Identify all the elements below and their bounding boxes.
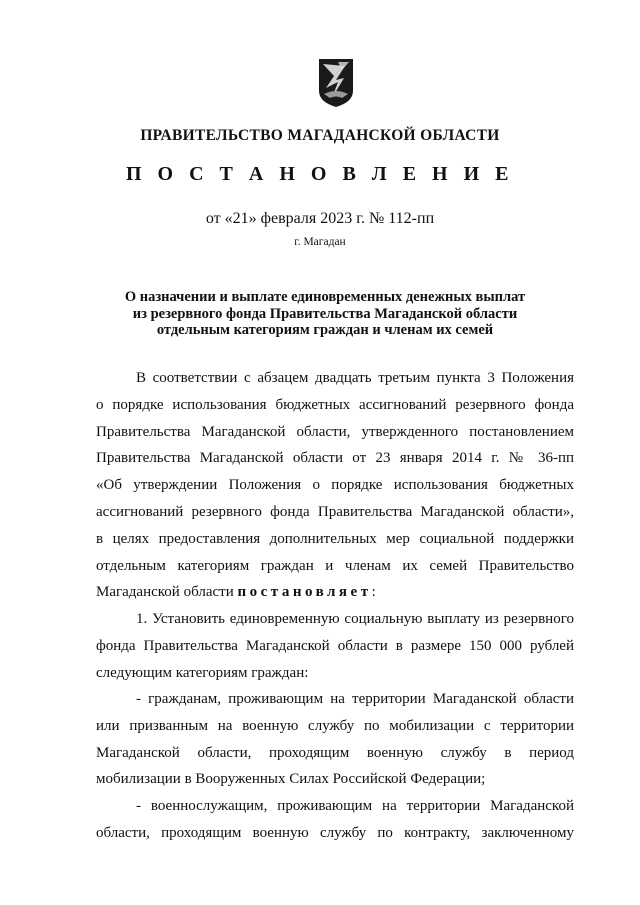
subject-line: О назначении и выплате единовременных денежных выплат (124, 289, 526, 305)
text-line: - военнослужащим, проживающим на территории Магаданской (136, 798, 574, 814)
text-line (96, 579, 574, 606)
text-line: следующим категориям граждан: (96, 664, 309, 681)
text-line: отдельным категориям граждан и членам их семей Правительство (96, 557, 574, 574)
document-date: от «21» февраля 2023 г. № 112-пп (205, 210, 435, 227)
bullet-2-paragraph (96, 793, 574, 847)
subject-line: отдельным категориям граждан и членам их семей (156, 322, 494, 338)
text-line: или призванным на военную службу по мобилизации с территории (96, 717, 574, 734)
document-type: П О С Т А Н О В Л Е Н И Е (126, 163, 514, 185)
document-place: г. Магадан (294, 236, 346, 248)
text-fragment: Магаданской области (96, 584, 238, 601)
text-line: Магаданской области, проходящим военную службу в период (96, 744, 574, 761)
text-line: «Об утверждении Положения о порядке использования бюджетных (96, 477, 574, 494)
text-line: о порядке использования бюджетных ассигнований резервного фонда (96, 396, 574, 413)
text-line: В соответствии с абзацем двадцать третьим пункта 3 Положения (136, 370, 574, 386)
document-subject (80, 289, 570, 339)
preamble-paragraph (96, 365, 574, 606)
item-1-paragraph (96, 606, 574, 686)
text-line: мобилизации в Вооруженных Силах Российской Федерации; (96, 771, 486, 788)
text-line: Правительства Магаданской области, утвержденного постановлением (96, 423, 574, 440)
text-line: области, проходящим военную службу по контракту, заключенному (96, 824, 574, 841)
text-line: Правительства Магаданской области от 23 января 2014 г. № 36-пп (96, 450, 574, 467)
text-line: - гражданам, проживающим на территории Магаданской области (136, 691, 574, 707)
text-line: ассигнований резервного фонда Правительства Магаданской области», (96, 503, 574, 520)
text-line: фонда Правительства Магаданской области в размере 150 000 рублей (96, 637, 574, 654)
decree-word: постановляет (237, 584, 372, 601)
coat-of-arms-icon (318, 58, 354, 108)
bullet-1-paragraph (96, 686, 574, 793)
text-line: в целях предоставления дополнительных мер социальной поддержки (96, 530, 574, 547)
subject-line: из резервного фонда Правительства Магаданской области (132, 305, 518, 322)
government-title: ПРАВИТЕЛЬСТВО МАГАДАНСКОЙ ОБЛАСТИ (140, 127, 500, 144)
text-fragment: : (371, 584, 376, 601)
text-line: 1. Установить единовременную социальную выплату из резервного (136, 611, 574, 627)
